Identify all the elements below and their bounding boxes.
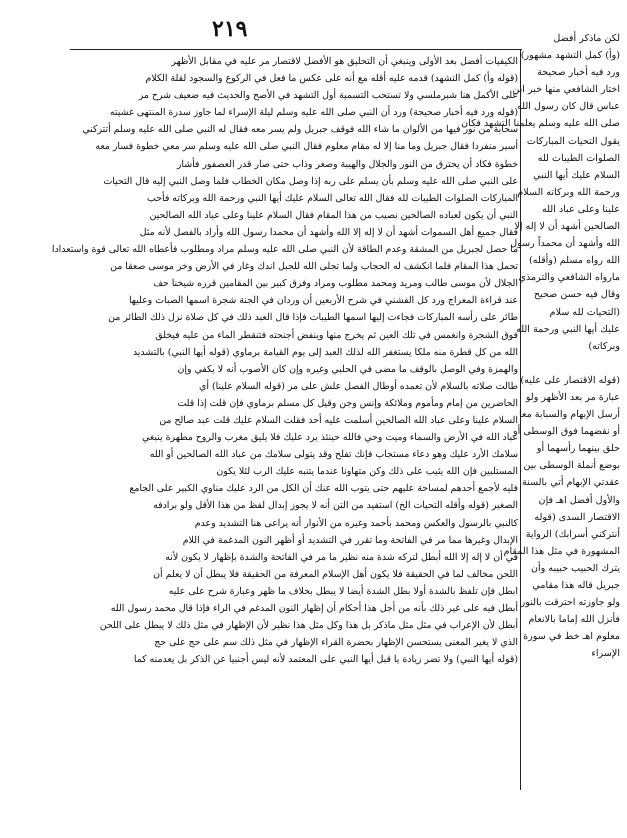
margin-text-line: بوضع أنملة الوسطى بين (523, 460, 620, 472)
margin-text-line: عليك أيها النبي ورحمة الله (516, 323, 620, 335)
main-text-line: سلامك الأرد عليك وهو دعاء مستجاب فإنك تفلح وقد يتولى سلامك من عباد الله الصالحين أو الله (149, 449, 518, 461)
margin-text-line: لكن ماذكر أفضل (553, 33, 620, 44)
main-text-line: فليه لأجمع أحدهم لمساحة عليهم حتى يتوب الله عنك أن الكل من الرد عليك مناوي الكبير على الجامع (129, 483, 518, 495)
main-text-line: الصغير (قوله وأقله التحيات الخ) استفيد من التن أنه لا يجوز إبدال لفظ من هذا الأقل ولو برادفه (153, 500, 518, 512)
main-text-line: والهمزة وفي الوصل بالوقف ما مضى في الحلبي وغيره وإن كان الأصوب أنه لا يكفي وإن (177, 363, 518, 375)
main-text-line: تحمل هذا المقام فلما انكشف له الحجاب ولما تجلى الله للجبل اندك وغار في الأرض وخر موسى صعقا من (110, 261, 518, 273)
main-text-line: النبي أن يكون لعباده الصالحين نصيب من هذا المقام فقال السلام علينا وعلى عباد الله الصالحين (149, 209, 518, 221)
margin-text-line: معلوم اهـ خط في سورة (523, 631, 620, 643)
main-text-line: عند قراءة المعراج ورد كل الفشني في شرح الأربعين أن وردان في الجنة شجرة اسمها الصبات وعليها (128, 295, 518, 307)
margin-text-line: جبريل قاله هذا مقامي (532, 580, 620, 591)
main-text-line: الإبدال وغيرها مما مر في الفاتحة وما تقرر في التشديد أو أظهر النون المدغمة في اللام (182, 534, 518, 546)
main-text-line: على النبي صلى الله عليه وسلم بأن يسلم على ربه إذا وصل مكان الخطاب فلما وصل النبي إليه قال التحيات (103, 175, 518, 187)
main-text-line: عباد الله في الأرض والسماء وميت وحي فالله حينئذ يرد عليك فلا يليق مغرب والروح مطهرة ينبغي (142, 432, 518, 444)
margin-text-line: ولو جاوزته احترقت بالنور (520, 597, 620, 609)
margin-text-line: المشهورة في مثل هذا المقام (503, 545, 620, 557)
margin-text-line: الله وأشهد أن محمداً رسول (510, 238, 620, 250)
margin-text-line: ورد فيه أخبار صحيحة (537, 67, 620, 79)
main-text-line: اللحن مخالف لما في الحقيقة فلا يكون أهل الإسلام المعرفة من الحقيقة فلا يبطل أن لا يعلم أن (153, 568, 518, 580)
margin-text-line: اختار الشافعي منها خبر ابن (512, 84, 620, 96)
page-number: ٢١٩ (212, 16, 248, 42)
margin-text-line: صلى الله عليه وسلم يعلمنا التشهد فكان (461, 118, 620, 130)
margin-text-line: الاقتصار السدى (قوله (534, 511, 620, 523)
margin-text-column (461, 30, 620, 662)
main-text-line: الكيفيات أفضل بعد الأولى وينبغي أن التحليق هو الأفضل لاقتصار مر عليه في مقابل الأظهر (171, 56, 518, 67)
margin-text-line (525, 355, 620, 372)
margin-text-line: السلام عليك أيها النبي (533, 169, 620, 181)
margin-text-line: (قوله الاقتصار على عليه) (520, 374, 620, 386)
main-text-line: الله من كل قطرة منه ملكا يستغفر الله لذلك العبد إلى يوم القيامة برماوي (قوله أيها النبي) بالتشديد (132, 346, 518, 358)
margin-text-line: عباس قال كان رسول الله (517, 101, 620, 113)
margin-text-line: أو نقضهما فوق الوسطى أو (513, 426, 620, 438)
main-text-line: الجلال لأن موسى طالب ومريد ومحمد مطلوب ومراد وفرق كبير بين المقامين قرره شيخنا حف (153, 278, 518, 290)
margin-text-line: الصلوات الطيبات لله (537, 152, 620, 164)
margin-text-line: الله رواه مسلم (وأقله) (529, 255, 620, 267)
margin-text-line: (التحيات لله سلام (549, 306, 620, 318)
main-text-line: (قوله أيها النبي) ولا تضر زيادة يا قبل أيها النبي على المعتمد لأنه ليس أجنبيا عن الذكر بل يعدمنه كما (133, 654, 518, 666)
main-text-line: أسير منفردا فقال جبريل وما منا إلا له مقام معلوم فقال النبي صلى الله عليه وسلم سر معي خطوة فسار معه (95, 141, 518, 153)
main-text-line: الحاضرين من إمام ومأموم وملائكة وإنس وجن وقيل كل مسلم برماوي فإن قلت إذا قلت (177, 397, 518, 409)
main-text-line: (قوله وأ) كمل التشهد) قدمه عليه أقله مع أنه على عكس ما فعل في الركوع والسجود لقلة الكلام (145, 73, 518, 85)
main-text-line: فوق الشجرة وانغمس في تلك العين ثم يخرج منها وينفض أجنحته فتنقطر الماء من عليه فيخلق (155, 329, 518, 341)
margin-text-line: والأول أفضل اهـ فإن (538, 494, 620, 506)
margin-text-line: الإسراء (591, 648, 620, 660)
margin-text-line: عبارة مر بعد الأظهر ولو (525, 391, 620, 403)
main-text-column (51, 53, 518, 668)
main-text-line: سحابة من نور فيها من الألوان ما شاء الله فوقف جبريل ولم يسر معه فقال له النبي صلى الله عليه وسلم أتتركني (82, 124, 518, 136)
margin-text-line: ورحمة الله وبركاته السلام (517, 186, 620, 198)
margin-text-line: مارواه الشافعي والترمذي (518, 272, 620, 284)
margin-text-line: فأنزل الله إماما بالانعام (528, 614, 620, 626)
main-text-line: المباركات الصلوات الطيبات لله فقال الله تعالى السلام عليك أيها النبي ورحمة الله وبركاته فأحب (146, 192, 518, 204)
margin-text-line: وبركاته) (588, 340, 620, 352)
main-text-line: فقال جميع أهل السموات أشهد أن لا إله إلا الله وأشهد أن محمدا رسول الله وأراد بالفصل لأنه مثل (139, 226, 518, 238)
main-text-line: ابطل فإن تلفظ بالشدة أولا بطل الشدة أيضا لا يبطل بخلاف ما ظهر وعبارة شرح على عليه (168, 585, 518, 597)
margin-text-line: حلق بينهما رأسهما أو (536, 443, 620, 455)
main-text-line: السلام علينا وعلى عباد الله الصالحين أسلمت عليه أحد فقلت السلام عليك قلت عبد صالح من (159, 414, 518, 426)
header-rule (70, 49, 522, 50)
main-text-line: على الأكمل هنا شبرملسي ولا تستحب التسمية أول التشهد في الأصح والحديث فيه ضعيف شرح مر (138, 90, 518, 102)
margin-text-line: الصالحين أشهد أن لا إله إلا (514, 221, 620, 233)
margin-text-line: يقول التحيات المباركات (526, 135, 620, 147)
main-text-line: طائر على رأسه المباركات فجاءت إليها اسمها الطيبات فإذا قال العبد ذلك في كل صلاة نزل ذلك الطائر من (108, 312, 518, 324)
main-text-line: خطوة فكاد أن يحترق من النور والجلال والهيبة وصغر وذاب حتى صار قدر العصفور فأشار (176, 158, 518, 170)
main-text-line: كالنبي بالرسول والعكس ومحمد بأحمد وغيره من الأنوار أنه يراعى هنا التشديد وعدم (194, 517, 518, 529)
margin-text-line: أنتركني أسرابك) الرواية (525, 528, 620, 540)
main-text-line: المستلبين فإن الله يثيب على ذلك وكن متهاونا عندما يتنبه عليك الرب لئلا يكون (216, 466, 518, 478)
main-text-line: طالت صلاته بالسلام لأن تعمده أوطال الفصل علش على مر (قوله السلام علينا) أي (199, 380, 518, 392)
margin-text-line: عقدتي الإبهام أتي بالسنة (522, 477, 620, 489)
margin-text-line: علينا وعلى عباد الله (541, 203, 620, 215)
main-text-line: الذي لا يغير المعنى يستحسن الإظهار بحضرة القراء الإظهار في مثل ذلك سم على حج على حج (154, 637, 518, 649)
margin-text-line: أرسل الإبهام والسبابة معا (519, 409, 620, 421)
main-text-line: أبطل لأن الإعراب في مثل مثل ماذكر بل هذا وكل مثل هذا نظير لأن الإظهار في مثل ذلك لا يبطل على اللحن (99, 620, 518, 632)
main-text-line: (قوله ورد فيه أخبار صحيحة) ورد أن النبي صلى الله عليه وسلم ليلة الإسراء لما جاوز سدرة المنتهى غشيته (109, 107, 518, 119)
margin-text-line: (وأ) كمل التشهد مشهور) (520, 50, 620, 62)
main-text-line: أبطل فيه على غير ذلك بأنه من أجل هذا أحكام أن إظهار النون المدغم في الراء فإذا قال محمد رسول الله (110, 603, 518, 614)
margin-text-line: يترك الحبيب حبيبه وأن (530, 562, 620, 574)
main-text-line: ما حصل لجبريل من المشقة وعدم الطاقة لأن النبي صلى الله عليه وسلم مراد ومطلوب فأعطاه الله تعالى قوة واستعدادا (51, 244, 518, 256)
main-text-line: في أن لا إله إلا الله أبطل لتركه شدة منه نظير ما مر في الفاتحة والشدة بإظهار لا يكون لأنه (165, 551, 518, 563)
margin-text-line: وقال فيه حسن صحيح (533, 289, 620, 301)
